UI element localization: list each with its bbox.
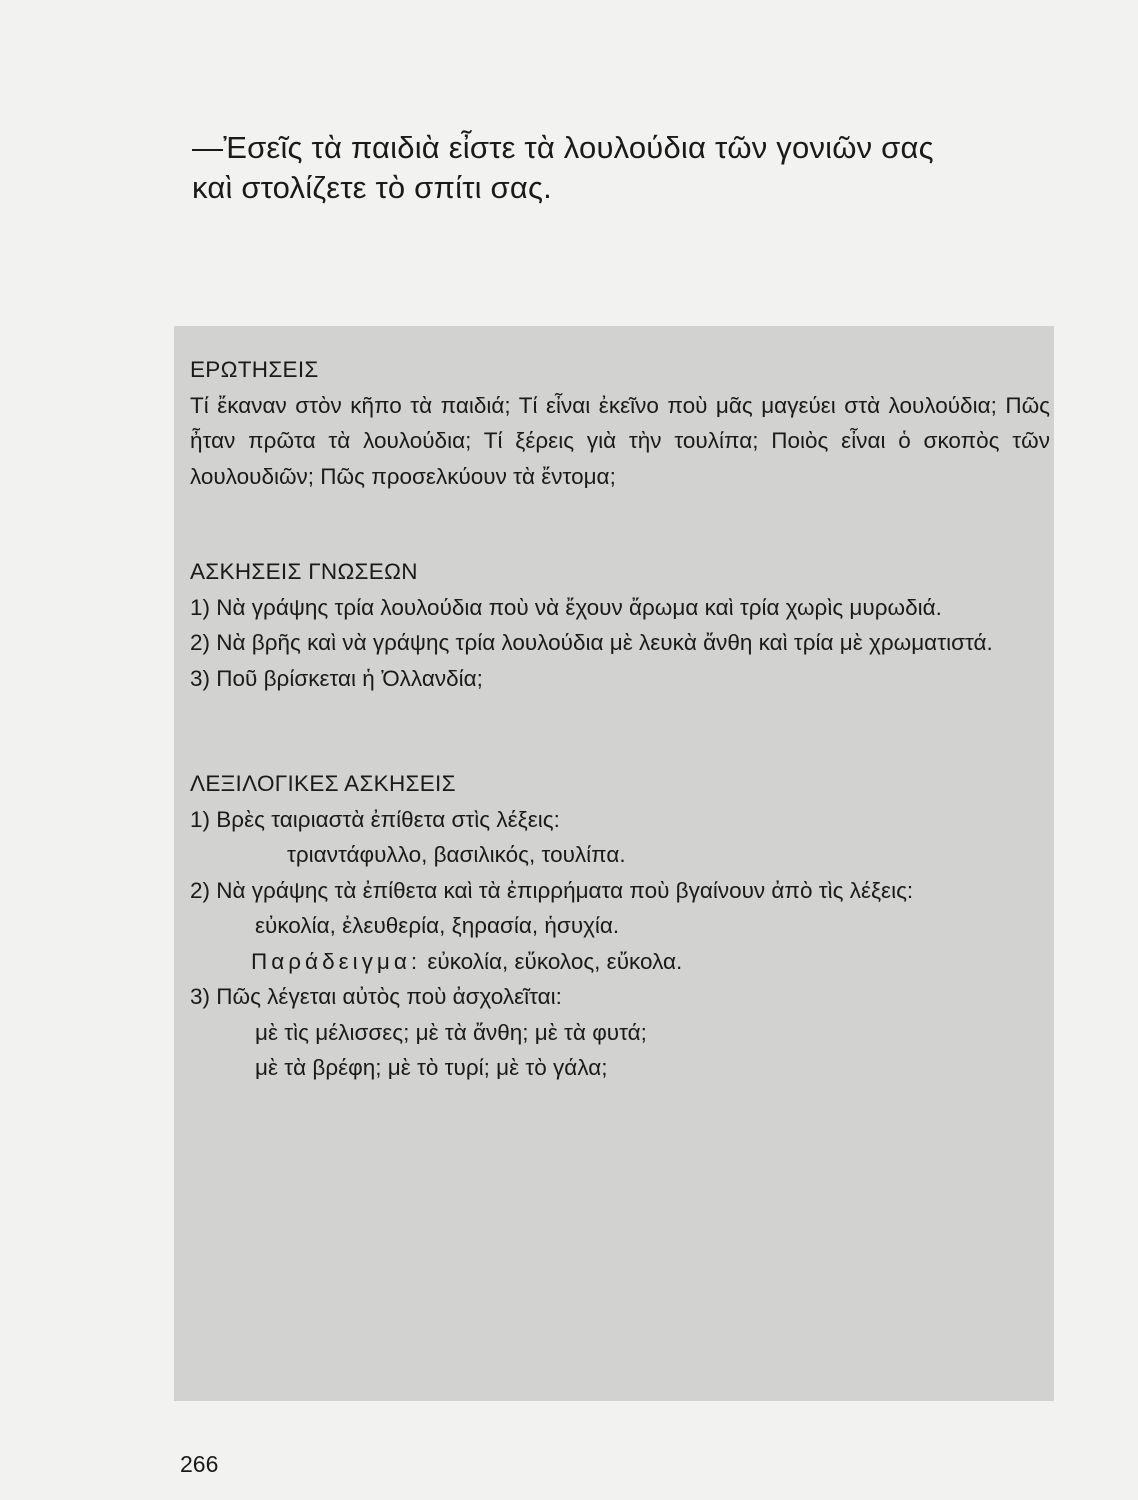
vocabulary-item-1 — [190, 802, 1050, 873]
vocabulary-item-3 — [190, 979, 1050, 1086]
knowledge-section — [190, 554, 1050, 696]
questions-heading: ΕΡΩΤΗΣΕΙΣ — [190, 357, 319, 382]
knowledge-item: 3) Ποῦ βρίσκεται ἡ Ὀλλανδία; — [190, 665, 483, 691]
intro-line-1: —Ἐσεῖς τὰ παιδιὰ εἶστε τὰ λουλούδια τῶν γονιῶν σας — [192, 130, 934, 165]
vocabulary-heading: ΛΕΞΙΛΟΓΙΚΕΣ ΑΣΚΗΣΕΙΣ — [190, 771, 456, 796]
vocabulary-item-3-line-2: μὲ τὰ βρέφη; μὲ τὸ τυρί; μὲ τὸ γάλα; — [255, 1055, 608, 1080]
knowledge-list — [190, 590, 1050, 697]
vocabulary-item-2 — [190, 873, 1050, 980]
vocabulary-list — [190, 802, 1050, 1086]
vocabulary-item-1-words: τριαντάφυλλο, βασιλικός, τουλίπα. — [287, 842, 626, 867]
exercises-content — [190, 352, 1050, 1086]
vocabulary-item-3-line-1: μὲ τὶς μέλισσες; μὲ τὰ ἄνθη; μὲ τὰ φυτά; — [255, 1019, 647, 1045]
vocabulary-item-3-text: 3) Πῶς λέγεται αὐτὸς ποὺ ἀσχολεῖται: — [190, 984, 562, 1009]
page-number: 266 — [180, 1451, 219, 1477]
questions-text: Τί ἔκαναν στὸν κῆπο τὰ παιδιά; Τί εἶναι ἐκεῖνο ποὺ μᾶς μαγεύει στὰ λουλούδια; Πῶς ἦταν πρῶτα τὰ λουλούδια; Τί ξέρεις γιὰ τὴν τουλίπα; Ποιὸς εἶναι ὁ σκοπὸς τῶν λουλουδιῶν; Πῶς προσελκύουν τὰ ἔντομα; — [190, 392, 1050, 489]
vocabulary-item-2-example — [223, 944, 1050, 980]
knowledge-item: 1) Νὰ γράψης τρία λουλούδια ποὺ νὰ ἔχουν ἄρωμα καὶ τρία χωρὶς μυρωδιά. — [190, 594, 942, 620]
example-text: εὐκολία, εὔκολος, εὔκολα. — [427, 948, 683, 974]
intro-dialogue — [192, 128, 1052, 208]
vocabulary-item-1-text: 1) Βρὲς ταιριαστὰ ἐπίθετα στὶς λέξεις: — [190, 806, 560, 832]
questions-section — [190, 352, 1050, 494]
knowledge-item: 2) Νὰ βρῆς καὶ νὰ γράψης τρία λουλούδια μὲ λευκὰ ἄνθη καὶ τρία μὲ χρωματιστά. — [190, 630, 993, 655]
vocabulary-item-2-words: εὐκολία, ἐλευθερία, ξηρασία, ἡσυχία. — [255, 913, 620, 938]
section-spacer — [190, 494, 1050, 554]
knowledge-heading: ΑΣΚΗΣΕΙΣ ΓΝΩΣΕΩΝ — [190, 559, 418, 584]
vocabulary-section — [190, 766, 1050, 1086]
vocabulary-item-2-text: 2) Νὰ γράψης τὰ ἐπίθετα καὶ τὰ ἐπιρρήματα ποὺ βγαίνουν ἀπὸ τὶς λέξεις: — [190, 877, 914, 903]
intro-line-2: καὶ στολίζετε τὸ σπίτι σας. — [192, 170, 552, 205]
example-label: Παράδειγμα: — [251, 948, 422, 974]
section-spacer — [190, 696, 1050, 766]
